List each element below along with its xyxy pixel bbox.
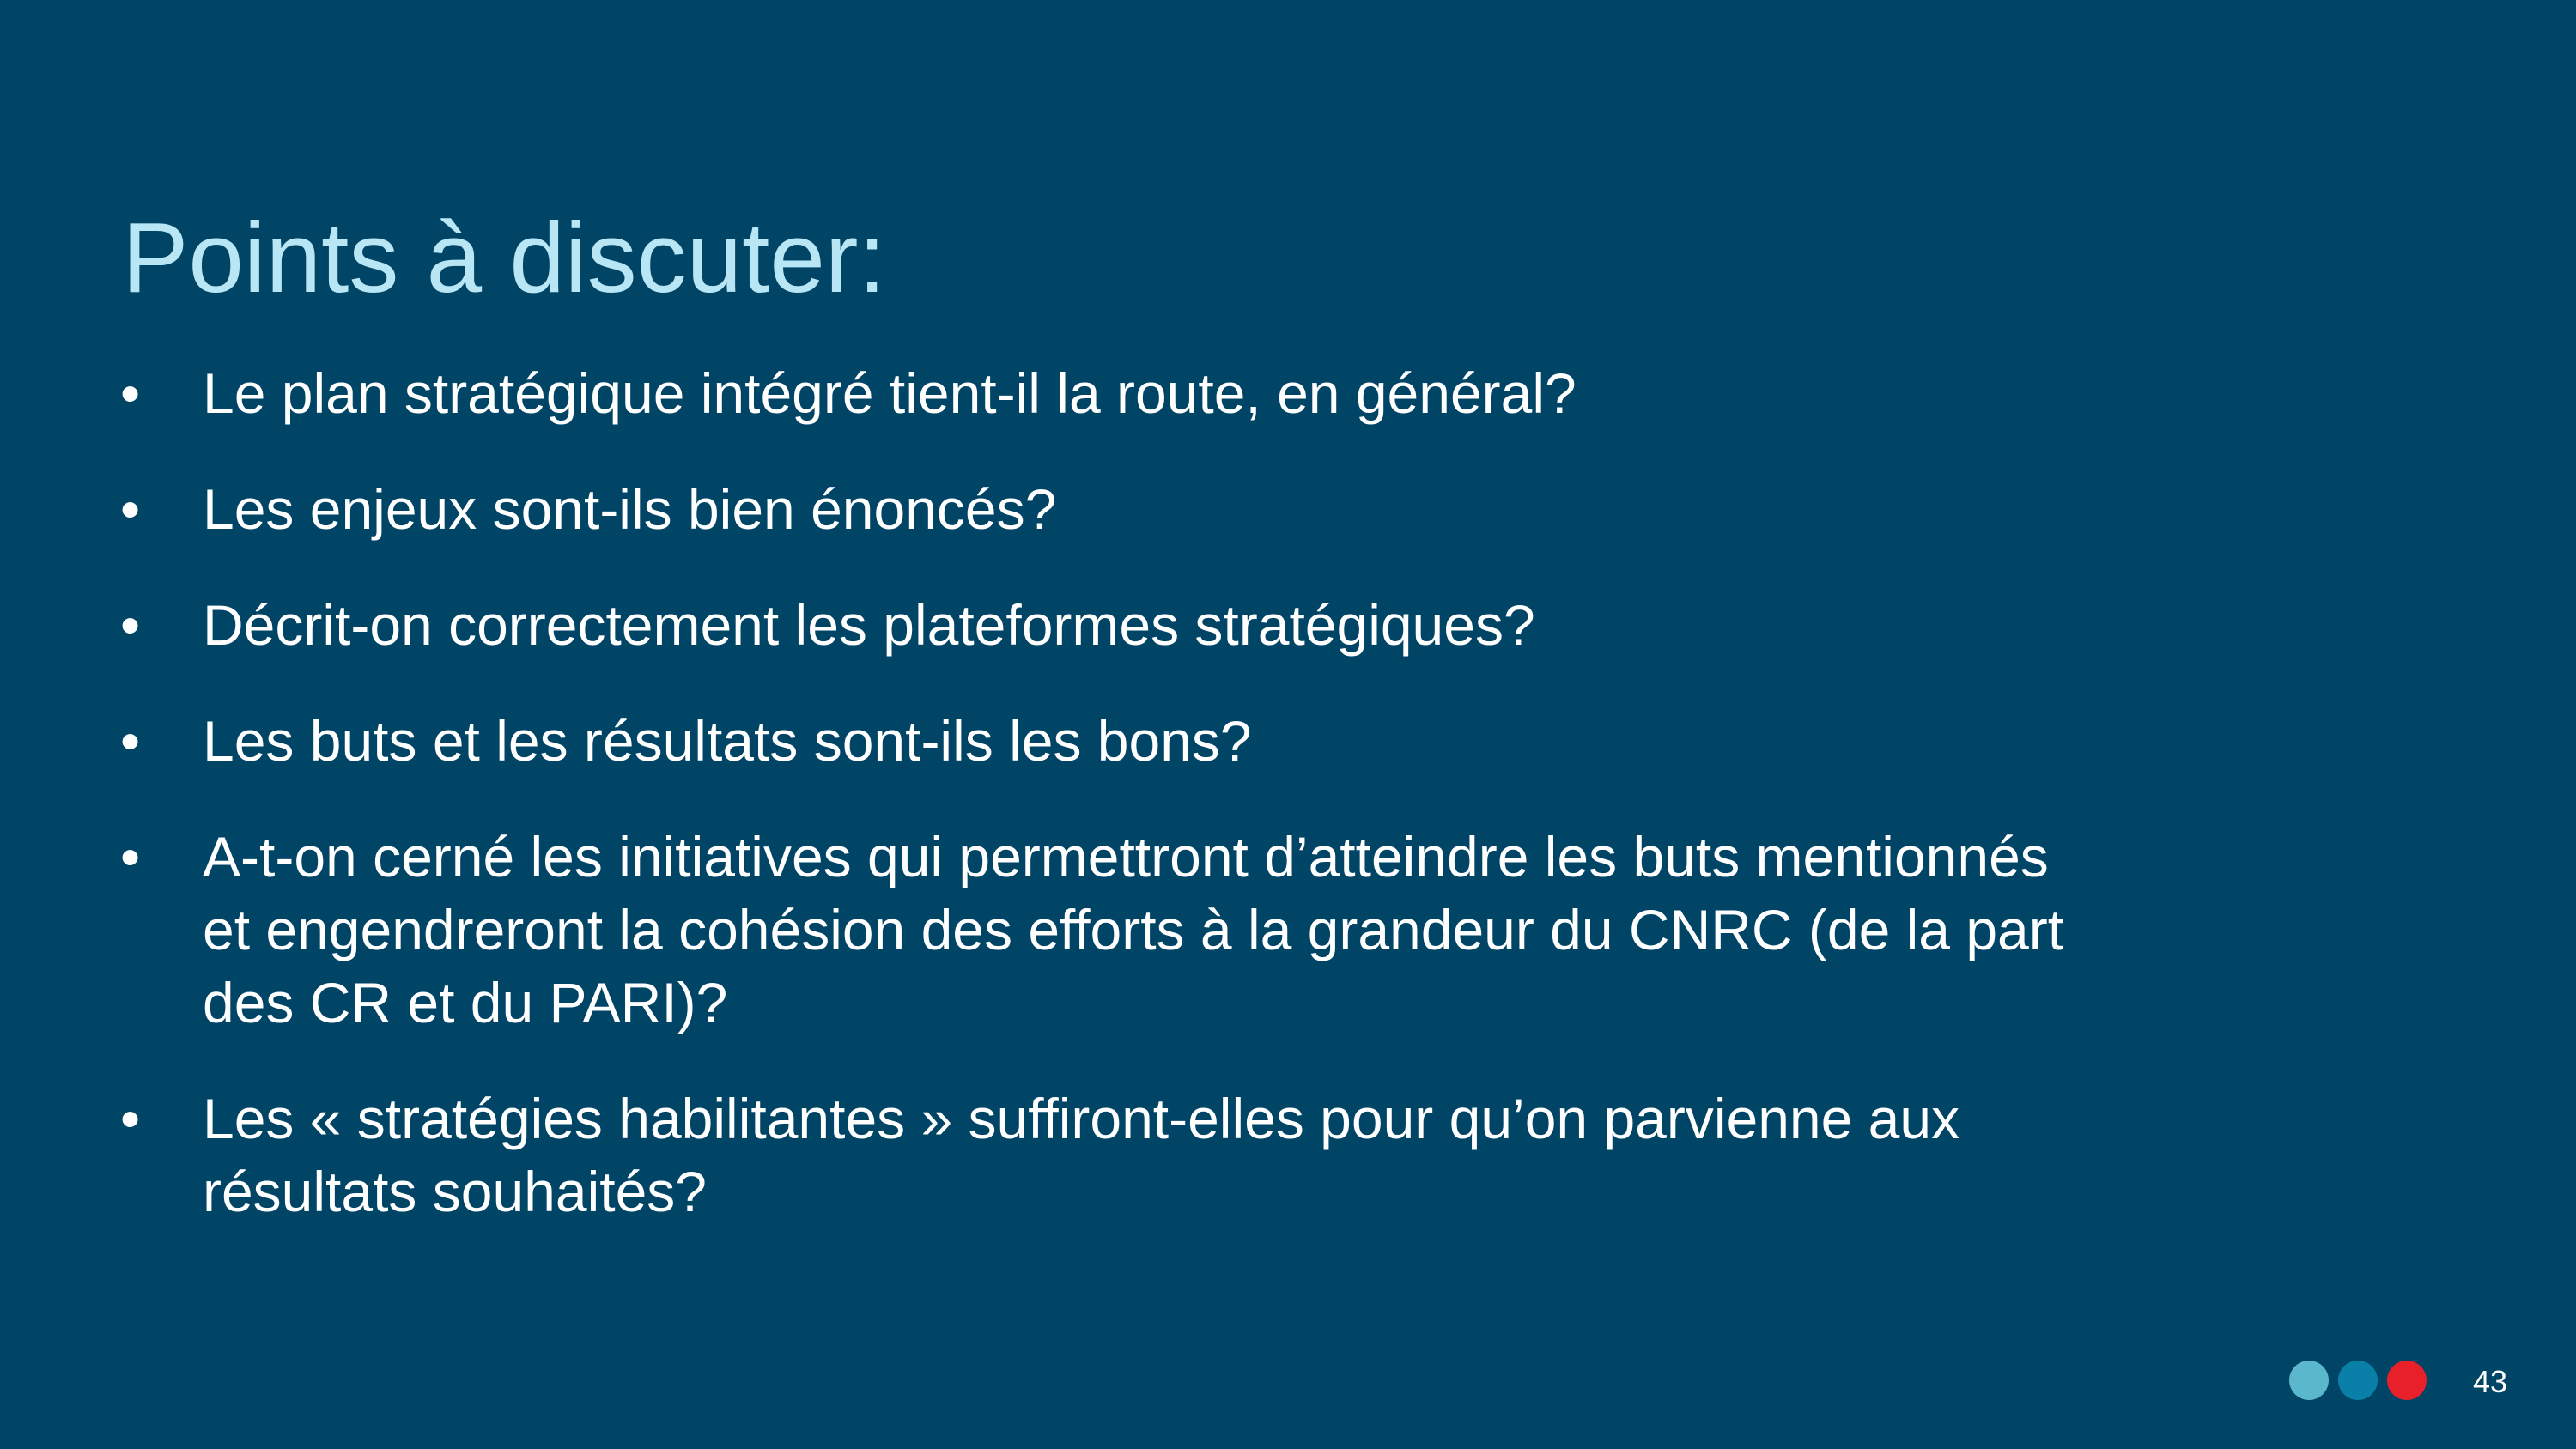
bullet-list xyxy=(120,357,2095,1271)
bullet-item: • A-t-on cerné les initiatives qui permettront d’atteindre les buts mentionnés et engendreront la cohésion des efforts à la grandeur du CNRC (de la part des CR et du PARI)? xyxy=(120,821,2095,1040)
logo-dots xyxy=(2289,1361,2427,1400)
slide-title: Points à discuter: xyxy=(122,202,886,313)
bullet-item: • Le plan stratégique intégré tient-il la route, en général? xyxy=(120,357,2095,430)
bullet-item: • Décrit-on correctement les plateformes stratégiques? xyxy=(120,589,2095,662)
page-number: 43 xyxy=(2473,1364,2508,1399)
blue-dot xyxy=(2338,1361,2378,1400)
bullet-item: • Les enjeux sont-ils bien énoncés? xyxy=(120,473,2095,546)
light-blue-dot xyxy=(2289,1361,2329,1400)
bullet-item: • Les buts et les résultats sont-ils les bons? xyxy=(120,705,2095,778)
bullet-item: • Les « stratégies habilitantes » suffiront-elles pour qu’on parvienne aux résultats souhaités? xyxy=(120,1082,2095,1228)
red-dot xyxy=(2387,1361,2427,1400)
